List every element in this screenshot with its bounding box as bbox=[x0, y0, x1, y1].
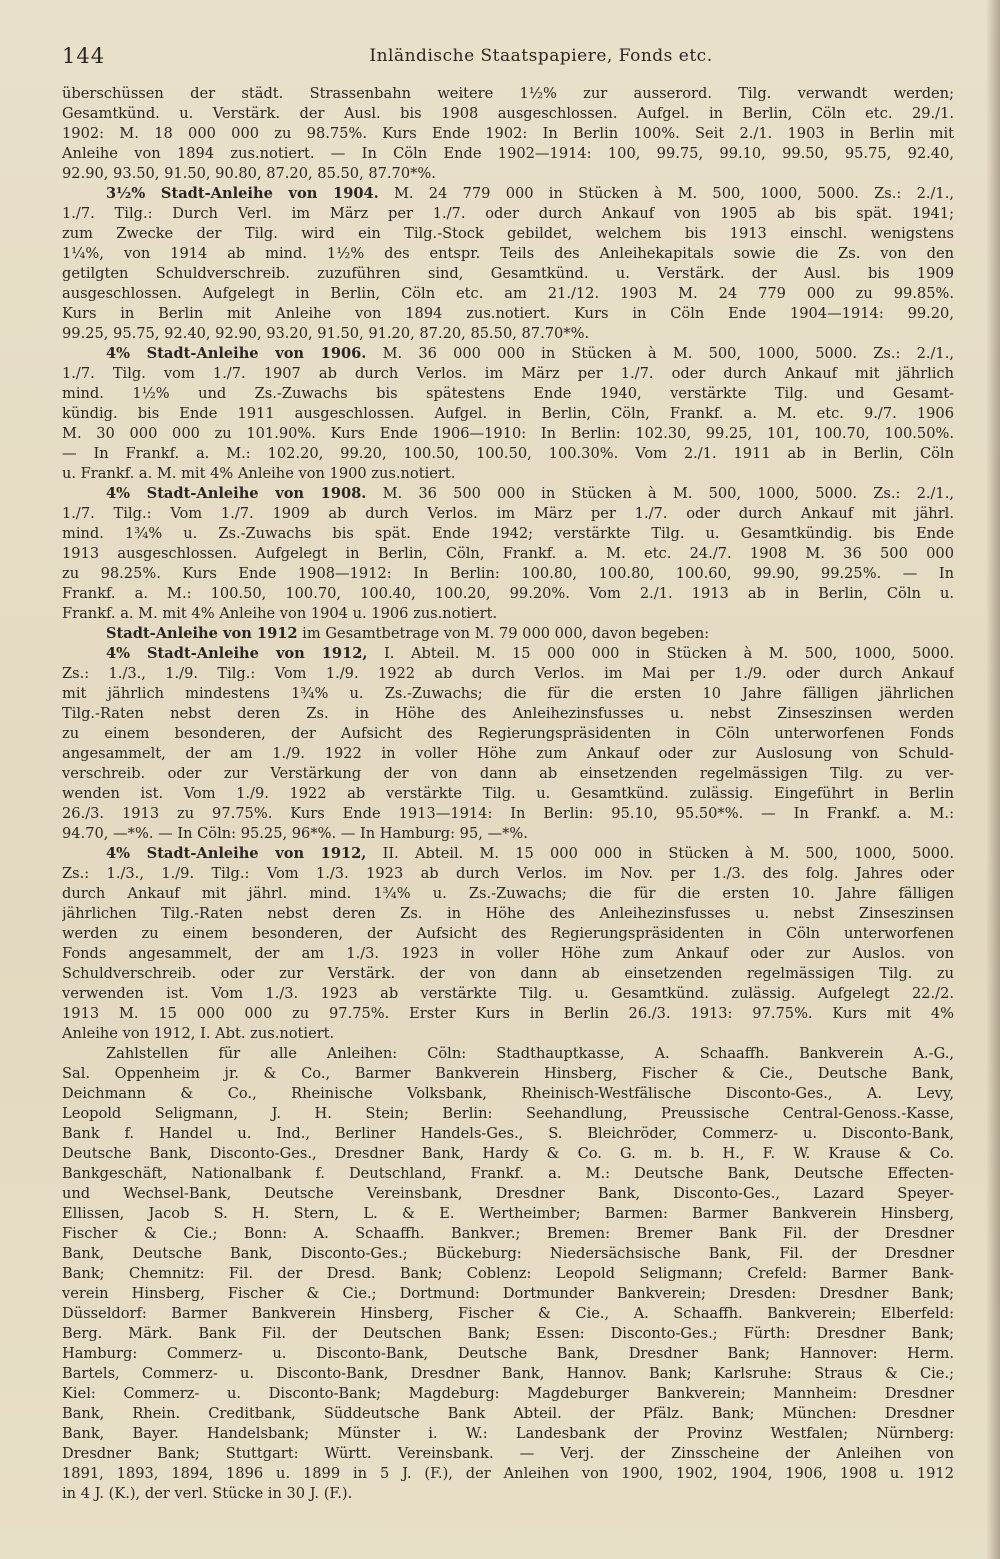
text-line: M. 30 000 000 zu 101.90%. Kurs Ende 1906—1910: In Berlin: 102.30, 99.25, 101, 100.70, 100.50%. bbox=[62, 425, 954, 442]
text-line: mind. 1½% und Zs.-Zuwachs bis spätestens Ende 1940, verstärkte Tilg. und Gesamt- bbox=[62, 385, 954, 402]
text-line: Frankf. a. M. mit 4% Anleihe von 1904 u. 1906 zus.notiert. bbox=[62, 605, 498, 622]
text-line: Bank, Deutsche Bank, Disconto-Ges.; Bückeburg: Niedersächsische Bank, Fil. der Dresdner bbox=[62, 1245, 954, 1262]
text-line: Schuldverschreib. oder zur Verstärk. der von dann ab einsetzenden regelmässigen Tilg. zu bbox=[62, 965, 954, 982]
text-line: Hamburg: Commerz- u. Disconto-Bank, Deutsche Bank, Dresdner Bank; Hannover: Herm. bbox=[62, 1345, 954, 1362]
text-line: 99.25, 95.75, 92.40, 92.90, 93.20, 91.50, 91.20, 87.20, 85.50, 87.70*%. bbox=[62, 325, 590, 342]
text-line: Anleihe von 1912, I. Abt. zus.notiert. bbox=[62, 1025, 335, 1042]
text-line: 26./3. 1913 zu 97.75%. Kurs Ende 1913—1914: In Berlin: 95.10, 95.50*%. — In Frankf. a. M.: bbox=[62, 805, 954, 822]
text-line: 1891, 1893, 1894, 1896 u. 1899 in 5 J. (F.), der Anleihen von 1900, 1902, 1904, 1906, 1908 u. 1912 bbox=[62, 1465, 954, 1482]
text-line: Zs.: 1./3., 1./9. Tilg.: Vom 1./9. 1922 ab durch Verlos. im Mai per 1./9. oder durch Ankauf bbox=[62, 665, 954, 682]
text-line: jährlichen Tilg.-Raten nebst deren Zs. in Höhe des Anleihezinsfusses u. nebst Zinseszinsen bbox=[62, 905, 954, 922]
text-line: werden zu einem besonderen, der Aufsicht des Regierungspräsidenten in Cöln unterworfenen bbox=[62, 925, 954, 942]
text-line: Sal. Oppenheim jr. & Co., Barmer Bankverein Hinsberg, Fischer & Cie., Deutsche Bank, bbox=[62, 1065, 954, 1082]
text-line: 1913 M. 15 000 000 zu 97.75%. Erster Kurs in Berlin 26./3. 1913: 97.75%. Kurs mit 4% bbox=[62, 1005, 954, 1022]
text-line: Kurs in Berlin mit Anleihe von 1894 zus.notiert. Kurs in Cöln Ende 1904—1914: 99.20, bbox=[62, 305, 954, 322]
text-line: angesammelt, der am 1./9. 1922 in voller Höhe zum Ankauf oder zur Auslosung von Schuld- bbox=[62, 745, 954, 762]
text-line: 4% Stadt-Anleihe von 1908. M. 36 500 000 in Stücken à M. 500, 1000, 5000. Zs.: 2./1., bbox=[106, 485, 954, 502]
text-line: Fonds angesammelt, der am 1./3. 1923 in voller Höhe zum Ankauf oder zur Auslos. von bbox=[62, 945, 954, 962]
text-line: 1913 ausgeschlossen. Aufgelegt in Berlin, Cöln, Frankf. a. M. etc. 24./7. 1908 M. 36 500 000 bbox=[62, 545, 954, 562]
page-header bbox=[62, 44, 950, 74]
running-title: Inländische Staatspapiere, Fonds etc. bbox=[369, 46, 713, 66]
text-line: Frankf. a. M.: 100.50, 100.70, 100.40, 100.20, 99.20%. Vom 2./1. 1913 ab in Berlin, Cöln u. bbox=[62, 585, 954, 602]
text-line: Leopold Seligmann, J. H. Stein; Berlin: Seehandlung, Preussische Central-Genoss.-Kasse, bbox=[62, 1105, 954, 1122]
body-text bbox=[62, 84, 954, 1504]
text-line: 1¼%, von 1914 ab mind. 1½% des entspr. Teils des Anleihekapitals sowie die Zs. von den bbox=[62, 245, 954, 262]
text-line: Bank; Chemnitz: Fil. der Dresd. Bank; Coblenz: Leopold Seligmann; Crefeld: Barmer Bank- bbox=[62, 1265, 954, 1282]
text-line: Gesamtkünd. u. Verstärk. der Ausl. bis 1908 ausgeschlossen. Aufgel. in Berlin, Cöln etc. 29./1. bbox=[62, 105, 954, 122]
text-line: Zahlstellen für alle Anleihen: Cöln: Stadthauptkasse, A. Schaaffh. Bankverein A.-G., bbox=[106, 1045, 954, 1062]
text-line: Zs.: 1./3., 1./9. Tilg.: Vom 1./3. 1923 ab durch Verlos. im Nov. per 1./3. des folg. Jahres oder bbox=[62, 865, 954, 882]
text-line: zu einem besonderen, der Aufsicht des Regierungspräsidenten in Cöln unterworfenen Fonds bbox=[62, 725, 954, 742]
text-line: 1902: M. 18 000 000 zu 98.75%. Kurs Ende 1902: In Berlin 100%. Seit 2./1. 1903 in Berlin mit bbox=[62, 125, 954, 142]
text-line: 3½% Stadt-Anleihe von 1904. M. 24 779 000 in Stücken à M. 500, 1000, 5000. Zs.: 2./1., bbox=[106, 185, 954, 202]
text-line: 1./7. Tilg.: Durch Verl. im März per 1./7. oder durch Ankauf von 1905 ab bis spät. 1941; bbox=[62, 205, 954, 222]
text-line: 4% Stadt-Anleihe von 1912, I. Abteil. M. 15 000 000 in Stücken à M. 500, 1000, 5000. bbox=[106, 645, 954, 662]
text-line: verschreib. oder zur Verstärkung der von dann ab einsetzenden regelmässigen Tilg. zu ver- bbox=[62, 765, 954, 782]
text-line: Ellissen, Jacob S. H. Stern, L. & E. Wertheimber; Barmen: Barmer Bankverein Hinsberg, bbox=[62, 1205, 954, 1222]
text-line: 1./7. Tilg.: Vom 1./7. 1909 ab durch Verlos. im März per 1./7. oder durch Ankauf mit jährl. bbox=[62, 505, 954, 522]
text-line: Bank, Rhein. Creditbank, Süddeutsche Bank Abteil. der Pfälz. Bank; München: Dresdner bbox=[62, 1405, 954, 1422]
page-edge-shadow bbox=[986, 0, 1000, 1559]
text-line: Dresdner Bank; Stuttgart: Württ. Vereinsbank. — Verj. der Zinsscheine der Anleihen von bbox=[62, 1445, 954, 1462]
text-line: Düsseldorf: Barmer Bankverein Hinsberg, Fischer & Cie., A. Schaaffh. Bankverein; Elberfeld: bbox=[62, 1305, 954, 1322]
text-line: Bank f. Handel u. Ind., Berliner Handels-Ges., S. Bleichröder, Commerz- u. Disconto-Bank, bbox=[62, 1125, 954, 1142]
text-line: mit jährlich mindestens 1¾% u. Zs.-Zuwachs; die für die ersten 10 Jahre fälligen jährlichen bbox=[62, 685, 954, 702]
text-line: mind. 1¾% u. Zs.-Zuwachs bis spät. Ende 1942; verstärkte Tilg. u. Gesamtkündig. bis Ende bbox=[62, 525, 954, 542]
text-line: durch Ankauf mit jährl. mind. 1¾% u. Zs.-Zuwachs; die für die ersten 10. Jahre fälligen bbox=[62, 885, 954, 902]
page-number: 144 bbox=[62, 44, 106, 68]
text-line: u. Frankf. a. M. mit 4% Anleihe von 1900 zus.notiert. bbox=[62, 465, 456, 482]
text-line: getilgten Schuldverschreib. zuzuführen sind, Gesamtkünd. u. Verstärk. der Ausl. bis 1909 bbox=[62, 265, 954, 282]
text-line: Bartels, Commerz- u. Disconto-Bank, Dresdner Bank, Hannov. Bank; Karlsruhe: Straus & Cie.; bbox=[62, 1365, 954, 1382]
text-line: Anleihe von 1894 zus.notiert. — In Cöln Ende 1902—1914: 100, 99.75, 99.10, 99.50, 95.75, 92.40, bbox=[62, 145, 954, 162]
text-line: 4% Stadt-Anleihe von 1906. M. 36 000 000 in Stücken à M. 500, 1000, 5000. Zs.: 2./1., bbox=[106, 345, 954, 362]
text-line: 94.70, —*%. — In Cöln: 95.25, 96*%. — In Hamburg: 95, —*%. bbox=[62, 825, 528, 842]
text-line: Bank, Bayer. Handelsbank; Münster i. W.: Landesbank der Provinz Westfalen; Nürnberg: bbox=[62, 1425, 954, 1442]
text-line: verein Hinsberg, Fischer & Cie.; Dortmund: Dortmunder Bankverein; Dresden: Dresdner Bank; bbox=[62, 1285, 954, 1302]
text-line: und Wechsel-Bank, Deutsche Vereinsbank, Dresdner Bank, Disconto-Ges., Lazard Speyer- bbox=[62, 1185, 954, 1202]
text-line: ausgeschlossen. Aufgelegt in Berlin, Cöln etc. am 21./12. 1903 M. 24 779 000 zu 99.85%. bbox=[62, 285, 954, 302]
text-line: Berg. Märk. Bank Fil. der Deutschen Bank; Essen: Disconto-Ges.; Fürth: Dresdner Bank; bbox=[62, 1325, 954, 1342]
text-line: Deutsche Bank, Disconto-Ges., Dresdner Bank, Hardy & Co. G. m. b. H., F. W. Krause & Co. bbox=[62, 1145, 954, 1162]
text-line: Kiel: Commerz- u. Disconto-Bank; Magdeburg: Magdeburger Bankverein; Mannheim: Dresdner bbox=[62, 1385, 954, 1402]
text-line: Tilg.-Raten nebst deren Zs. in Höhe des Anleihezinsfusses u. nebst Zinseszinsen werden bbox=[62, 705, 954, 722]
text-line: Deichmann & Co., Rheinische Volksbank, Rheinisch-Westfälische Disconto-Ges., A. Levy, bbox=[62, 1085, 954, 1102]
text-line: in 4 J. (K.), der verl. Stücke in 30 J. (F.). bbox=[62, 1485, 353, 1502]
text-line: 92.90, 93.50, 91.50, 90.80, 87.20, 85.50, 87.70*%. bbox=[62, 165, 436, 182]
text-line: überschüssen der städt. Strassenbahn weitere 1½% zur ausserord. Tilg. verwandt werden; bbox=[62, 85, 954, 102]
text-line: 1./7. Tilg. vom 1./7. 1907 ab durch Verlos. im März per 1./7. oder durch Ankauf mit jährlich bbox=[62, 365, 954, 382]
text-line: Bankgeschäft, Nationalbank f. Deutschland, Frankf. a. M.: Deutsche Bank, Deutsche Effecten- bbox=[62, 1165, 954, 1182]
text-line: 4% Stadt-Anleihe von 1912, II. Abteil. M. 15 000 000 in Stücken à M. 500, 1000, 5000. bbox=[106, 845, 954, 862]
text-line: verwenden ist. Vom 1./3. 1923 ab verstärkte Tilg. u. Gesamtkünd. zulässig. Aufgelegt 22./2. bbox=[62, 985, 954, 1002]
text-line: — In Frankf. a. M.: 102.20, 99.20, 100.50, 100.50, 100.30%. Vom 2./1. 1911 ab in Berlin, Cöln bbox=[62, 445, 954, 462]
text-line: kündig. bis Ende 1911 ausgeschlossen. Aufgel. in Berlin, Cöln, Frankf. a. M. etc. 9./7. 1906 bbox=[62, 405, 954, 422]
text-line: Fischer & Cie.; Bonn: A. Schaaffh. Bankver.; Bremen: Bremer Bank Fil. der Dresdner bbox=[62, 1225, 954, 1242]
text-line: zu 98.25%. Kurs Ende 1908—1912: In Berlin: 100.80, 100.80, 100.60, 99.90, 99.25%. — In bbox=[62, 565, 954, 582]
text-line: zum Zwecke der Tilg. wird ein Tilg.-Stock gebildet, welchem bis 1913 einschl. wenigstens bbox=[62, 225, 954, 242]
text-line: Stadt-Anleihe von 1912 im Gesamtbetrage von M. 79 000 000, davon begeben: bbox=[106, 625, 710, 642]
text-line: wenden ist. Vom 1./9. 1922 ab verstärkte Tilg. u. Gesamtkünd. zulässig. Eingeführt in Berlin bbox=[62, 785, 954, 802]
